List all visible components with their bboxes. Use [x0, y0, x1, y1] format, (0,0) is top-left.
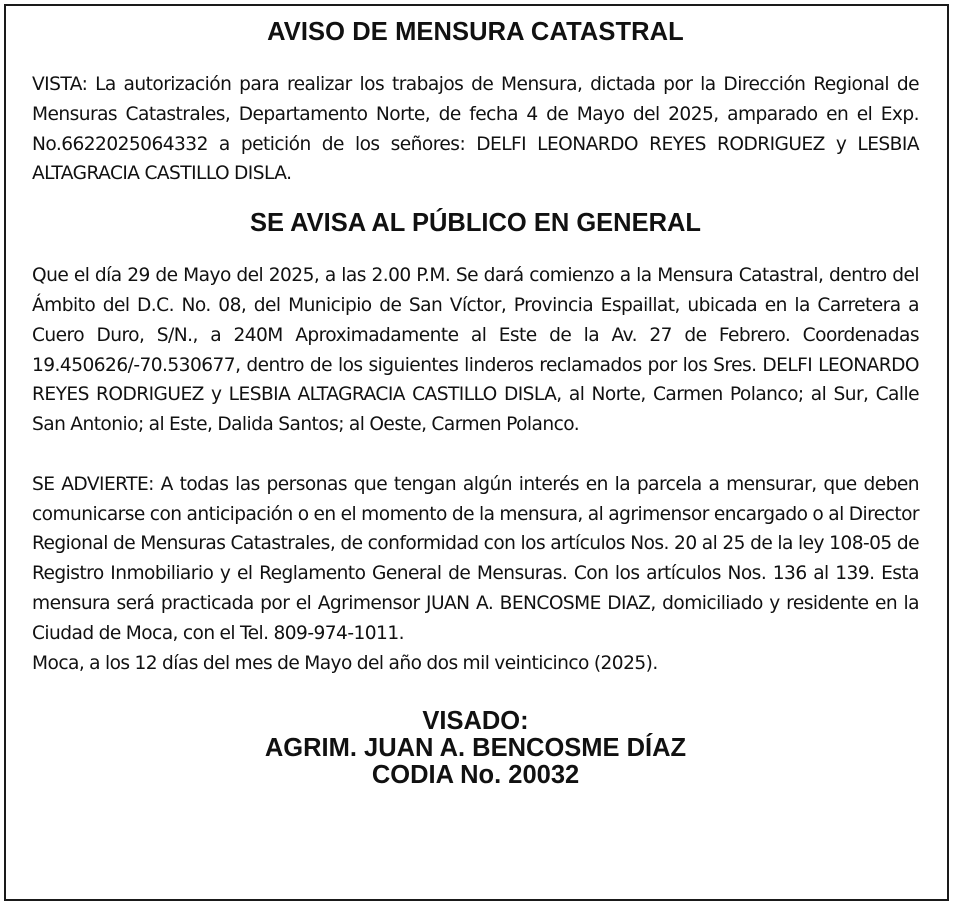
signature-label: VISADO: — [422, 707, 529, 736]
notice-box — [4, 4, 949, 901]
vista-paragraph: VISTA: La autorización para realizar los trabajos de Mensura, dictada por la Dirección Regional de Mensuras Catastrales, Departamento Norte, de fecha 4 de Mayo del 2025, amparado en el Exp. No.6622025064332 a petición de los señores: DELFI LEONARDO REYES RODRIGUEZ y LESBIA ALTAGRACIA CASTILLO DISLA. — [32, 74, 919, 185]
warning-paragraph: SE ADVIERTE: A todas las personas que tengan algún interés en la parcela a mensurar, que deben comunicarse con anticipación o en el momento de la mensura, al agrimensor encargado o al Director Regional de Mensuras Catastrales, de conformidad con los artículos Nos. 20 al 25 de la ley 108-05 de Registro Inmobiliario y el Reglamento General de Mensuras. Con los artículos Nos. 136 al 139. Esta mensura será practicada por el Agrimensor JUAN A. BENCOSME DIAZ, domiciliado y residente en la Ciudad de Moca, con el Tel. 809-974-1011. — [32, 473, 919, 644]
paragraph-spacer — [32, 440, 919, 470]
signature-codia: CODIA No. 20032 — [371, 761, 580, 790]
closing-line: Moca, a los 12 días del mes de Mayo del año dos mil veinticinco (2025). — [32, 652, 658, 674]
notice-title: AVISO DE MENSURA CATASTRAL — [267, 18, 684, 46]
signature-name: AGRIM. JUAN A. BENCOSME DÍAZ — [264, 734, 687, 763]
public-notice-heading: SE AVISA AL PÚBLICO EN GENERAL — [249, 209, 702, 238]
signature-block — [32, 708, 919, 789]
survey-details-paragraph: Que el día 29 de Mayo del 2025, a las 2.00 P.M. Se dará comienzo a la Mensura Catastral, dentro del Ámbito del D.C. No. 08, del Municipio de San Víctor, Provincia Espaillat, ubicada en la Carretera a Cuero Duro, S/N., a 240M Aproximadamente al Este de la Av. 27 de Febrero. Coordenadas 19.450626/-70.530677, dentro de los siguientes linderos reclamados por los Sres. DELFI LEONARDO REYES RODRIGUEZ y LESBIA ALTAGRACIA CASTILLO DISLA, al Norte, Carmen Polanco; al Sur, Calle San Antonio; al Este, Dalida Santos; al Oeste, Carmen Polanco. — [32, 265, 919, 436]
